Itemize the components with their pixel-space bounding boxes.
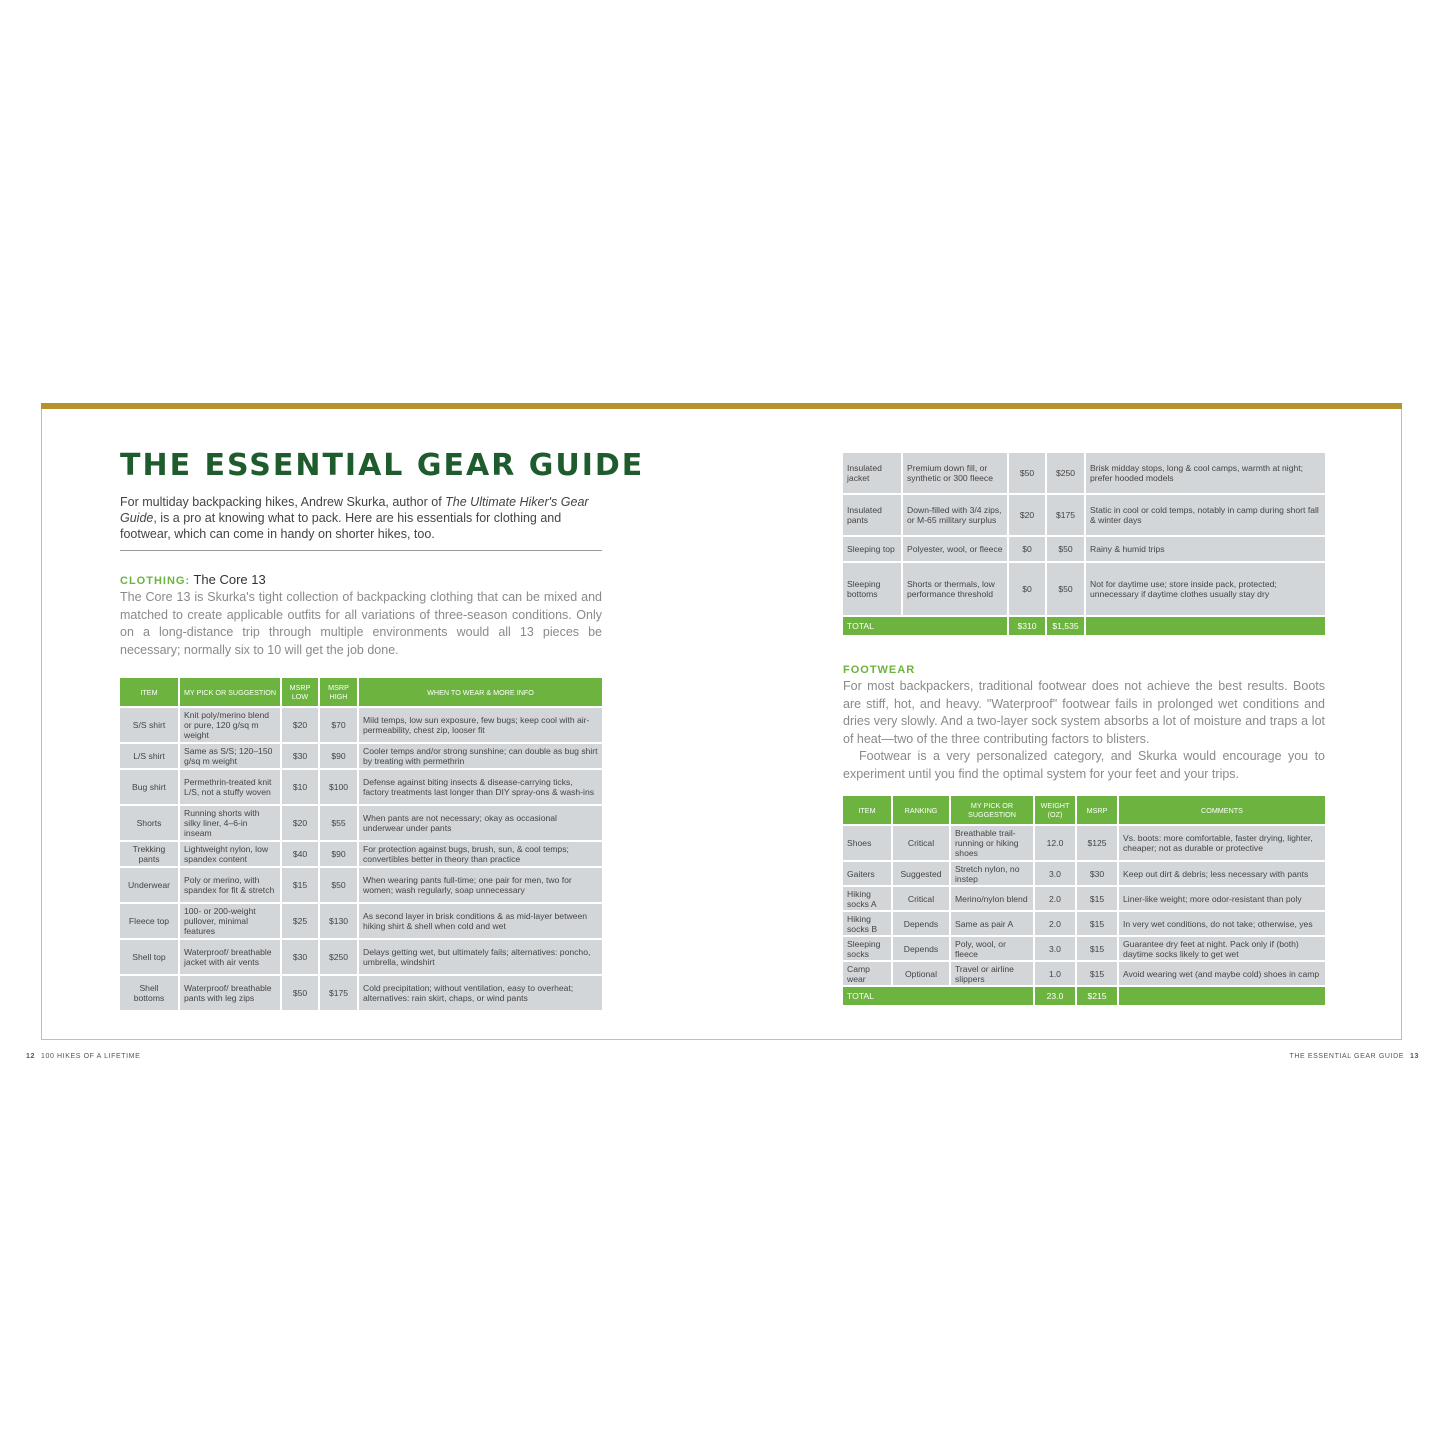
- intro-text-after: , is a pro at knowing what to pack. Here are his essentials for clothing and footwear, which can come in handy on shorter hikes, too.: [120, 511, 562, 541]
- total-msrp: $215: [1077, 987, 1117, 1005]
- cell-msrp: $15: [1077, 937, 1117, 960]
- running-title-right: THE ESSENTIAL GEAR GUIDE: [1289, 1053, 1404, 1060]
- cell-msrp: $30: [1077, 862, 1117, 885]
- clothing-paragraph: The Core 13 is Skurka's tight collection of backpacking clothing that can be mixed and matched to create applicable outfits for all variations of three-season conditions. Only on a long-distance trip through multiple environments would all 13 pieces be necessary; normally six to 10 will get the job done.: [120, 590, 602, 657]
- intro-book-title: The Ultimate Hiker's Gear Guide: [120, 495, 589, 525]
- cell-comments: Keep out dirt & debris; less necessary with pants: [1119, 862, 1325, 885]
- cell-pick: Knit poly/merino blend or pure, 120 g/sq m weight: [180, 708, 280, 742]
- cell-item: Insulated jacket: [843, 453, 901, 493]
- cell-msrp-low: $20: [282, 708, 318, 742]
- cell-ranking: Critical: [893, 826, 949, 860]
- cell-msrp-low: $10: [282, 770, 318, 804]
- cell-item: Gaiters: [843, 862, 891, 885]
- clothing-kicker: CLOTHING:: [120, 575, 191, 587]
- clothing-table-header: [120, 678, 602, 706]
- table-row: [120, 770, 602, 804]
- cell-info: Cold precipitation; without ventilation, easy to overheat; alternatives: rain skirt, chaps, or wind pants: [359, 976, 602, 1010]
- clothing-subtitle: The Core 13: [193, 572, 266, 587]
- cell-msrp-high: $50: [1047, 537, 1084, 561]
- cell-pick: Down-filled with 3/4 zips, or M-65 military surplus: [903, 495, 1007, 535]
- cell-item: Underwear: [120, 868, 178, 902]
- cell-msrp-low: $50: [282, 976, 318, 1010]
- table-row: [843, 862, 1325, 885]
- footwear-body: [843, 678, 1325, 784]
- cell-item: Shorts: [120, 806, 178, 840]
- page-number-right: 13: [1410, 1053, 1419, 1060]
- footwear-total-row: [843, 987, 1325, 1005]
- cell-pick: Same as S/S; 120–150 g/sq m weight: [180, 744, 280, 768]
- cell-info: Brisk midday stops, long & cool camps, warmth at night; prefer hooded models: [1086, 453, 1325, 493]
- cell-msrp-low: $25: [282, 904, 318, 938]
- cell-item: Sleeping socks: [843, 937, 891, 960]
- cell-pick: Shorts or thermals, low performance threshold: [903, 563, 1007, 615]
- cell-msrp-high: $90: [320, 744, 357, 768]
- cell-comments: Vs. boots: more comfortable, faster drying, lighter, cheaper; not as durable or protective: [1119, 826, 1325, 860]
- footer-left: [26, 1053, 140, 1060]
- table-row: [120, 940, 602, 974]
- cell-comments: Avoid wearing wet (and maybe cold) shoes in camp: [1119, 962, 1325, 985]
- cell-pick: Breathable trail-running or hiking shoes: [951, 826, 1033, 860]
- cell-weight: 3.0: [1035, 937, 1075, 960]
- cell-info: Static in cool or cold temps, notably in camp during short fall & winter days: [1086, 495, 1325, 535]
- cell-msrp-low: $0: [1009, 563, 1045, 615]
- clothing-total-row: [843, 617, 1325, 635]
- cell-info: For protection against bugs, brush, sun, & cool temps; convertibles better in theory than practice: [359, 842, 602, 866]
- intro-paragraph: [120, 494, 602, 551]
- clothing-table: [118, 676, 604, 1012]
- cell-msrp-low: $30: [282, 940, 318, 974]
- cell-item: Shoes: [843, 826, 891, 860]
- cell-msrp-high: $50: [1047, 563, 1084, 615]
- col-header-item: ITEM: [843, 796, 891, 824]
- cell-item: Hiking socks B: [843, 912, 891, 935]
- table-row: [843, 887, 1325, 910]
- cell-pick: Poly, wool, or fleece: [951, 937, 1033, 960]
- cell-msrp: $125: [1077, 826, 1117, 860]
- cell-ranking: Critical: [893, 887, 949, 910]
- total-blank: [1119, 987, 1325, 1005]
- cell-msrp: $15: [1077, 962, 1117, 985]
- table-row: [120, 744, 602, 768]
- col-header-msrp-low: MSRP LOW: [282, 678, 318, 706]
- cell-msrp-high: $55: [320, 806, 357, 840]
- cell-msrp-low: $15: [282, 868, 318, 902]
- clothing-heading: [120, 572, 266, 587]
- table-row: [120, 806, 602, 840]
- cell-msrp-high: $70: [320, 708, 357, 742]
- cell-pick: Waterproof/ breathable jacket with air vents: [180, 940, 280, 974]
- cell-info: Mild temps, low sun exposure, few bugs; keep cool with air-permeability, chest zip, looser fit: [359, 708, 602, 742]
- table-row: [120, 842, 602, 866]
- cell-item: Trekking pants: [120, 842, 178, 866]
- table-row: [843, 453, 1325, 493]
- cell-pick: Merino/nylon blend: [951, 887, 1033, 910]
- total-msrp-high: $1,535: [1047, 617, 1084, 635]
- cell-pick: Waterproof/ breathable pants with leg zips: [180, 976, 280, 1010]
- table-row: [843, 826, 1325, 860]
- cell-msrp-low: $30: [282, 744, 318, 768]
- top-rule: [41, 403, 1402, 409]
- clothing-body: [120, 589, 602, 659]
- cell-item: Camp wear: [843, 962, 891, 985]
- cell-msrp-high: $100: [320, 770, 357, 804]
- col-header-msrp: MSRP: [1077, 796, 1117, 824]
- cell-info: Delays getting wet, but ultimately fails; alternatives: poncho, umbrella, windshirt: [359, 940, 602, 974]
- cell-pick: Stretch nylon, no instep: [951, 862, 1033, 885]
- cell-msrp-low: $0: [1009, 537, 1045, 561]
- cell-msrp: $15: [1077, 912, 1117, 935]
- cell-pick: Polyester, wool, or fleece: [903, 537, 1007, 561]
- table-row: [120, 708, 602, 742]
- col-header-weight: WEIGHT (OZ): [1035, 796, 1075, 824]
- cell-item: Fleece top: [120, 904, 178, 938]
- table-row: [843, 962, 1325, 985]
- page-title: THE ESSENTIAL GEAR GUIDE: [120, 448, 645, 483]
- cell-msrp: $15: [1077, 887, 1117, 910]
- cell-pick: Travel or airline slippers: [951, 962, 1033, 985]
- table-row: [843, 537, 1325, 561]
- cell-ranking: Suggested: [893, 862, 949, 885]
- cell-msrp-high: $130: [320, 904, 357, 938]
- cell-info: Cooler temps and/or strong sunshine; can double as bug shirt by treating with permethrin: [359, 744, 602, 768]
- total-blank: [1086, 617, 1325, 635]
- table-row: [120, 976, 602, 1010]
- cell-weight: 3.0: [1035, 862, 1075, 885]
- footwear-paragraph-1: For most backpackers, traditional footwear does not achieve the best results. Boots are stiff, hot, and heavy. "Waterproof" footwear fails in prolonged wet conditions and dries very slowly. And a two-layer sock system absorbs a lot of moisture and traps a lot of heat—two of the three contributing factors to blisters.: [843, 679, 1325, 746]
- table-row: [843, 912, 1325, 935]
- cell-item: Sleeping bottoms: [843, 563, 901, 615]
- footwear-paragraph-2: Footwear is a very personalized category, and Skurka would encourage you to experiment until you find the optimal system for your feet and your trips.: [843, 749, 1325, 781]
- cell-item: Shell top: [120, 940, 178, 974]
- cell-weight: 1.0: [1035, 962, 1075, 985]
- cell-info: When pants are not necessary; okay as occasional underwear under pants: [359, 806, 602, 840]
- col-header-pick: MY PICK OR SUGGESTION: [951, 796, 1033, 824]
- footwear-table-header: [843, 796, 1325, 824]
- cell-msrp-high: $50: [320, 868, 357, 902]
- page-number-left: 12: [26, 1053, 35, 1060]
- cell-weight: 2.0: [1035, 887, 1075, 910]
- cell-pick: Premium down fill, or synthetic or 300 fleece: [903, 453, 1007, 493]
- cell-pick: 100- or 200-weight pullover, minimal features: [180, 904, 280, 938]
- col-header-msrp-high: MSRP HIGH: [320, 678, 357, 706]
- cell-item: L/S shirt: [120, 744, 178, 768]
- cell-msrp-high: $90: [320, 842, 357, 866]
- cell-info: As second layer in brisk conditions & as mid-layer between hiking shirt & shell when cold and wet: [359, 904, 602, 938]
- cell-comments: In very wet conditions, do not take; otherwise, yes: [1119, 912, 1325, 935]
- cell-weight: 12.0: [1035, 826, 1075, 860]
- cell-pick: Lightweight nylon, low spandex content: [180, 842, 280, 866]
- table-row: [120, 904, 602, 938]
- cell-item: Shell bottoms: [120, 976, 178, 1010]
- intro-text-before: For multiday backpacking hikes, Andrew Skurka, author of: [120, 495, 446, 509]
- cell-ranking: Depends: [893, 937, 949, 960]
- cell-item: S/S shirt: [120, 708, 178, 742]
- total-weight: 23.0: [1035, 987, 1075, 1005]
- cell-comments: Liner-like weight; more odor-resistant than poly: [1119, 887, 1325, 910]
- cell-msrp-high: $250: [1047, 453, 1084, 493]
- cell-pick: Permethrin-treated knit L/S, not a stuffy woven: [180, 770, 280, 804]
- cell-pick: Running shorts with silky liner, 4–6-in inseam: [180, 806, 280, 840]
- cell-weight: 2.0: [1035, 912, 1075, 935]
- table-row: [843, 563, 1325, 615]
- cell-item: Insulated pants: [843, 495, 901, 535]
- col-header-comments: COMMENTS: [1119, 796, 1325, 824]
- col-header-ranking: RANKING: [893, 796, 949, 824]
- footer-right: [1290, 1053, 1420, 1060]
- cell-item: Bug shirt: [120, 770, 178, 804]
- total-label: TOTAL: [843, 987, 1033, 1005]
- cell-msrp-low: $40: [282, 842, 318, 866]
- footwear-kicker: FOOTWEAR: [843, 664, 916, 676]
- clothing-table-continued: [841, 451, 1327, 637]
- cell-msrp-high: $175: [320, 976, 357, 1010]
- cell-item: Sleeping top: [843, 537, 901, 561]
- cell-msrp-low: $20: [282, 806, 318, 840]
- cell-item: Hiking socks A: [843, 887, 891, 910]
- col-header-item: ITEM: [120, 678, 178, 706]
- total-msrp-low: $310: [1009, 617, 1045, 635]
- cell-info: Defense against biting insects & disease-carrying ticks, factory treatments last longer than DIY spray-ons & wash-ins: [359, 770, 602, 804]
- col-header-info: WHEN TO WEAR & MORE INFO: [359, 678, 602, 706]
- cell-msrp-high: $250: [320, 940, 357, 974]
- footwear-heading: [843, 662, 915, 676]
- footwear-table: [841, 794, 1327, 1007]
- cell-msrp-low: $20: [1009, 495, 1045, 535]
- cell-info: When wearing pants full-time; one pair for men, two for women; wash regularly, soap unnecessary: [359, 868, 602, 902]
- col-header-pick: MY PICK OR SUGGESTION: [180, 678, 280, 706]
- table-row: [843, 937, 1325, 960]
- table-row: [120, 868, 602, 902]
- cell-msrp-high: $175: [1047, 495, 1084, 535]
- total-label: TOTAL: [843, 617, 1007, 635]
- table-row: [843, 495, 1325, 535]
- cell-pick: Poly or merino, with spandex for fit & stretch: [180, 868, 280, 902]
- cell-ranking: Optional: [893, 962, 949, 985]
- cell-info: Not for daytime use; store inside pack, protected; unnecessary if daytime clothes usually stay dry: [1086, 563, 1325, 615]
- cell-info: Rainy & humid trips: [1086, 537, 1325, 561]
- cell-ranking: Depends: [893, 912, 949, 935]
- running-title-left: 100 HIKES OF A LIFETIME: [41, 1053, 141, 1060]
- cell-msrp-low: $50: [1009, 453, 1045, 493]
- cell-comments: Guarantee dry feet at night. Pack only if (both) daytime socks likely to get wet: [1119, 937, 1325, 960]
- cell-pick: Same as pair A: [951, 912, 1033, 935]
